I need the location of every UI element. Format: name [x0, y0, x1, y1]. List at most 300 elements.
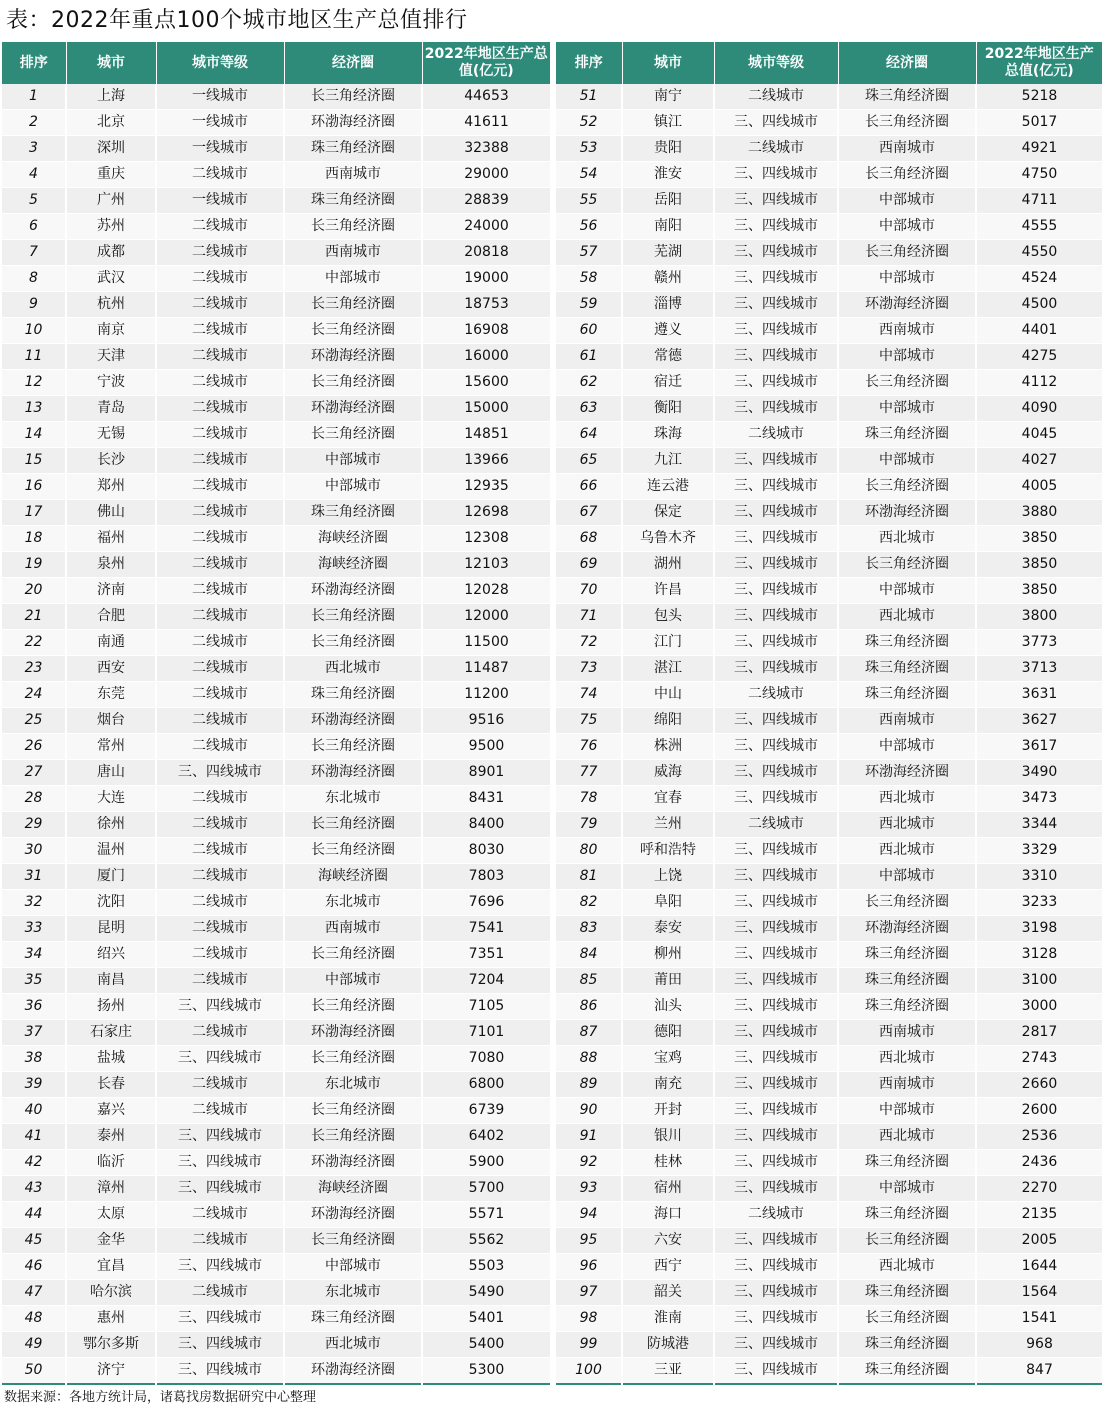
city-cell: 开封 — [622, 1098, 714, 1124]
header-rank: 排序 — [2, 42, 66, 84]
tier-cell: 二线城市 — [156, 344, 284, 370]
city-cell: 盐城 — [66, 1046, 156, 1072]
city-cell: 天津 — [66, 344, 156, 370]
zone-cell: 西南城市 — [838, 136, 976, 162]
gdp-cell: 7696 — [422, 890, 550, 916]
table-row — [556, 1098, 1102, 1124]
tier-cell: 二线城市 — [156, 604, 284, 630]
table-row — [556, 1150, 1102, 1176]
gdp-cell: 7803 — [422, 864, 550, 890]
city-cell: 宜昌 — [66, 1254, 156, 1280]
city-cell: 威海 — [622, 760, 714, 786]
table-row — [2, 1150, 550, 1176]
table-row — [556, 604, 1102, 630]
gdp-cell: 5401 — [422, 1306, 550, 1332]
zone-cell: 西南城市 — [838, 708, 976, 734]
zone-cell: 中部城市 — [838, 266, 976, 292]
gdp-cell: 1564 — [976, 1280, 1102, 1306]
table-row — [556, 266, 1102, 292]
zone-cell: 珠三角经济圈 — [838, 682, 976, 708]
tier-cell: 二线城市 — [156, 422, 284, 448]
zone-cell: 西北城市 — [838, 1254, 976, 1280]
zone-cell: 西南城市 — [284, 240, 422, 266]
zone-cell: 长三角经济圈 — [838, 552, 976, 578]
table-row — [556, 1358, 1102, 1385]
rank-cell: 65 — [556, 448, 622, 474]
rank-cell: 12 — [2, 370, 66, 396]
rank-cell: 13 — [2, 396, 66, 422]
city-cell: 宿州 — [622, 1176, 714, 1202]
rank-cell: 21 — [2, 604, 66, 630]
table-row — [556, 552, 1102, 578]
rank-cell: 23 — [2, 656, 66, 682]
gdp-cell: 2135 — [976, 1202, 1102, 1228]
rank-cell: 47 — [2, 1280, 66, 1306]
city-cell: 柳州 — [622, 942, 714, 968]
gdp-cell: 5017 — [976, 110, 1102, 136]
gdp-cell: 12935 — [422, 474, 550, 500]
city-cell: 桂林 — [622, 1150, 714, 1176]
gdp-cell: 41611 — [422, 110, 550, 136]
tier-cell: 三、四线城市 — [714, 838, 838, 864]
rank-cell: 17 — [2, 500, 66, 526]
gdp-cell: 15000 — [422, 396, 550, 422]
zone-cell: 西北城市 — [284, 1332, 422, 1358]
tier-cell: 三、四线城市 — [714, 916, 838, 942]
city-cell: 常德 — [622, 344, 714, 370]
table-row — [2, 1072, 550, 1098]
rank-cell: 61 — [556, 344, 622, 370]
gdp-cell: 4750 — [976, 162, 1102, 188]
tier-cell: 三、四线城市 — [714, 1046, 838, 1072]
city-cell: 大连 — [66, 786, 156, 812]
gdp-cell: 3617 — [976, 734, 1102, 760]
city-cell: 六安 — [622, 1228, 714, 1254]
rank-cell: 26 — [2, 734, 66, 760]
zone-cell: 中部城市 — [838, 448, 976, 474]
zone-cell: 长三角经济圈 — [284, 1046, 422, 1072]
gdp-cell: 3773 — [976, 630, 1102, 656]
table-row — [2, 214, 550, 240]
gdp-cell: 11200 — [422, 682, 550, 708]
city-cell: 无锡 — [66, 422, 156, 448]
city-cell: 包头 — [622, 604, 714, 630]
rank-cell: 70 — [556, 578, 622, 604]
header-zone: 经济圈 — [838, 42, 976, 84]
gdp-cell: 18753 — [422, 292, 550, 318]
city-cell: 沈阳 — [66, 890, 156, 916]
gdp-cell: 13966 — [422, 448, 550, 474]
table-row — [556, 578, 1102, 604]
zone-cell: 长三角经济圈 — [284, 838, 422, 864]
city-cell: 许昌 — [622, 578, 714, 604]
city-cell: 湖州 — [622, 552, 714, 578]
city-cell: 南京 — [66, 318, 156, 344]
city-cell: 莆田 — [622, 968, 714, 994]
tier-cell: 二线城市 — [156, 240, 284, 266]
gdp-cell: 4027 — [976, 448, 1102, 474]
rank-cell: 39 — [2, 1072, 66, 1098]
table-row — [556, 84, 1102, 110]
gdp-cell: 1541 — [976, 1306, 1102, 1332]
rank-cell: 57 — [556, 240, 622, 266]
zone-cell: 西北城市 — [838, 812, 976, 838]
city-cell: 淄博 — [622, 292, 714, 318]
zone-cell: 珠三角经济圈 — [838, 1280, 976, 1306]
city-cell: 金华 — [66, 1228, 156, 1254]
city-cell: 广州 — [66, 188, 156, 214]
table-row — [556, 318, 1102, 344]
table-row — [556, 916, 1102, 942]
city-cell: 徐州 — [66, 812, 156, 838]
zone-cell: 中部城市 — [838, 188, 976, 214]
table-row — [556, 1332, 1102, 1358]
tier-cell: 三、四线城市 — [156, 1124, 284, 1150]
rank-cell: 2 — [2, 110, 66, 136]
gdp-cell: 4045 — [976, 422, 1102, 448]
gdp-cell: 3198 — [976, 916, 1102, 942]
table-row — [2, 422, 550, 448]
city-cell: 长沙 — [66, 448, 156, 474]
tier-cell: 三、四线城市 — [714, 1150, 838, 1176]
rank-cell: 40 — [2, 1098, 66, 1124]
header-rank: 排序 — [556, 42, 622, 84]
table-row — [2, 1046, 550, 1072]
rank-cell: 87 — [556, 1020, 622, 1046]
city-cell: 惠州 — [66, 1306, 156, 1332]
rank-cell: 63 — [556, 396, 622, 422]
rank-cell: 67 — [556, 500, 622, 526]
tier-cell: 二线城市 — [156, 526, 284, 552]
table-row — [556, 838, 1102, 864]
city-cell: 太原 — [66, 1202, 156, 1228]
rank-cell: 68 — [556, 526, 622, 552]
tier-cell: 二线城市 — [156, 838, 284, 864]
table-row — [556, 162, 1102, 188]
tier-cell: 二线城市 — [156, 812, 284, 838]
rank-cell: 91 — [556, 1124, 622, 1150]
gdp-cell: 9516 — [422, 708, 550, 734]
rank-cell: 43 — [2, 1176, 66, 1202]
gdp-cell: 6739 — [422, 1098, 550, 1124]
table-row — [556, 1072, 1102, 1098]
table-row — [556, 890, 1102, 916]
rank-cell: 10 — [2, 318, 66, 344]
zone-cell: 西北城市 — [838, 838, 976, 864]
zone-cell: 环渤海经济圈 — [284, 1202, 422, 1228]
table-row — [2, 1020, 550, 1046]
rank-cell: 97 — [556, 1280, 622, 1306]
table-row — [2, 110, 550, 136]
tier-cell: 三、四线城市 — [714, 656, 838, 682]
zone-cell: 珠三角经济圈 — [284, 1306, 422, 1332]
zone-cell: 海峡经济圈 — [284, 864, 422, 890]
gdp-cell: 24000 — [422, 214, 550, 240]
table-row — [2, 1332, 550, 1358]
gdp-cell: 5571 — [422, 1202, 550, 1228]
gdp-cell: 8030 — [422, 838, 550, 864]
tier-cell: 三、四线城市 — [714, 500, 838, 526]
zone-cell: 环渤海经济圈 — [284, 760, 422, 786]
tier-cell: 二线城市 — [156, 708, 284, 734]
tier-cell: 二线城市 — [714, 682, 838, 708]
rank-cell: 49 — [2, 1332, 66, 1358]
tier-cell: 二线城市 — [156, 1098, 284, 1124]
table-row — [556, 1306, 1102, 1332]
rank-cell: 79 — [556, 812, 622, 838]
tier-cell: 三、四线城市 — [156, 1046, 284, 1072]
table-row — [2, 630, 550, 656]
zone-cell: 东北城市 — [284, 1280, 422, 1306]
table-row — [2, 838, 550, 864]
gdp-cell: 3310 — [976, 864, 1102, 890]
tier-cell: 二线城市 — [156, 916, 284, 942]
zone-cell: 长三角经济圈 — [284, 318, 422, 344]
rank-cell: 56 — [556, 214, 622, 240]
zone-cell: 长三角经济圈 — [284, 370, 422, 396]
city-cell: 北京 — [66, 110, 156, 136]
rank-cell: 6 — [2, 214, 66, 240]
rank-cell: 14 — [2, 422, 66, 448]
rank-cell: 9 — [2, 292, 66, 318]
table-row — [2, 1254, 550, 1280]
city-cell: 苏州 — [66, 214, 156, 240]
zone-cell: 西北城市 — [284, 656, 422, 682]
zone-cell: 珠三角经济圈 — [838, 656, 976, 682]
gdp-cell: 29000 — [422, 162, 550, 188]
table-header-row — [2, 42, 550, 84]
gdp-cell: 4090 — [976, 396, 1102, 422]
tier-cell: 三、四线城市 — [714, 968, 838, 994]
rank-cell: 74 — [556, 682, 622, 708]
zone-cell: 长三角经济圈 — [838, 162, 976, 188]
tier-cell: 三、四线城市 — [714, 708, 838, 734]
city-cell: 南阳 — [622, 214, 714, 240]
rank-cell: 24 — [2, 682, 66, 708]
header-tier: 城市等级 — [156, 42, 284, 84]
gdp-cell: 4005 — [976, 474, 1102, 500]
table-row — [2, 734, 550, 760]
gdp-cell: 5700 — [422, 1176, 550, 1202]
tier-cell: 三、四线城市 — [714, 1306, 838, 1332]
rank-cell: 51 — [556, 84, 622, 110]
zone-cell: 珠三角经济圈 — [838, 942, 976, 968]
city-cell: 长春 — [66, 1072, 156, 1098]
rank-cell: 19 — [2, 552, 66, 578]
gdp-cell: 16000 — [422, 344, 550, 370]
tier-cell: 二线城市 — [156, 292, 284, 318]
city-cell: 哈尔滨 — [66, 1280, 156, 1306]
tier-cell: 三、四线城市 — [714, 448, 838, 474]
rank-cell: 54 — [556, 162, 622, 188]
zone-cell: 海峡经济圈 — [284, 552, 422, 578]
tier-cell: 三、四线城市 — [714, 994, 838, 1020]
city-cell: 济宁 — [66, 1358, 156, 1385]
rank-cell: 98 — [556, 1306, 622, 1332]
rank-cell: 84 — [556, 942, 622, 968]
zone-cell: 长三角经济圈 — [284, 994, 422, 1020]
rank-cell: 11 — [2, 344, 66, 370]
table-row — [556, 396, 1102, 422]
tier-cell: 一线城市 — [156, 188, 284, 214]
zone-cell: 珠三角经济圈 — [838, 1150, 976, 1176]
rank-cell: 64 — [556, 422, 622, 448]
gdp-cell: 8901 — [422, 760, 550, 786]
table-row — [556, 1202, 1102, 1228]
zone-cell: 中部城市 — [284, 1254, 422, 1280]
zone-cell: 西南城市 — [838, 318, 976, 344]
city-cell: 宁波 — [66, 370, 156, 396]
tier-cell: 三、四线城市 — [714, 318, 838, 344]
gdp-cell: 8431 — [422, 786, 550, 812]
gdp-cell: 4275 — [976, 344, 1102, 370]
table-row — [2, 786, 550, 812]
rank-cell: 55 — [556, 188, 622, 214]
zone-cell: 珠三角经济圈 — [284, 682, 422, 708]
table-row — [556, 1020, 1102, 1046]
zone-cell: 长三角经济圈 — [284, 292, 422, 318]
tier-cell: 二线城市 — [156, 1228, 284, 1254]
header-city: 城市 — [622, 42, 714, 84]
tier-cell: 二线城市 — [156, 370, 284, 396]
city-cell: 上海 — [66, 84, 156, 110]
zone-cell: 中部城市 — [838, 396, 976, 422]
gdp-cell: 5218 — [976, 84, 1102, 110]
table-row — [2, 84, 550, 110]
tier-cell: 三、四线城市 — [714, 1124, 838, 1150]
rank-cell: 15 — [2, 448, 66, 474]
table-row — [2, 188, 550, 214]
zone-cell: 中部城市 — [838, 1098, 976, 1124]
tier-cell: 二线城市 — [156, 448, 284, 474]
gdp-cell: 2817 — [976, 1020, 1102, 1046]
zone-cell: 长三角经济圈 — [284, 1228, 422, 1254]
zone-cell: 长三角经济圈 — [284, 1098, 422, 1124]
tier-cell: 三、四线城市 — [714, 1332, 838, 1358]
zone-cell: 长三角经济圈 — [838, 240, 976, 266]
tier-cell: 三、四线城市 — [156, 1254, 284, 1280]
tier-cell: 三、四线城市 — [714, 214, 838, 240]
gdp-cell: 15600 — [422, 370, 550, 396]
city-cell: 呼和浩特 — [622, 838, 714, 864]
zone-cell: 环渤海经济圈 — [838, 500, 976, 526]
tier-cell: 二线城市 — [156, 734, 284, 760]
city-cell: 临沂 — [66, 1150, 156, 1176]
zone-cell: 环渤海经济圈 — [284, 110, 422, 136]
tier-cell: 二线城市 — [156, 942, 284, 968]
zone-cell: 东北城市 — [284, 786, 422, 812]
table-row — [2, 318, 550, 344]
gdp-cell: 3490 — [976, 760, 1102, 786]
table-row — [556, 864, 1102, 890]
zone-cell: 中部城市 — [838, 578, 976, 604]
gdp-cell: 5400 — [422, 1332, 550, 1358]
tier-cell: 三、四线城市 — [156, 1358, 284, 1385]
rank-cell: 96 — [556, 1254, 622, 1280]
tier-cell: 三、四线城市 — [714, 1280, 838, 1306]
zone-cell: 中部城市 — [838, 864, 976, 890]
zone-cell: 环渤海经济圈 — [284, 396, 422, 422]
rank-cell: 88 — [556, 1046, 622, 1072]
zone-cell: 西北城市 — [838, 526, 976, 552]
tier-cell: 三、四线城市 — [714, 890, 838, 916]
zone-cell: 西北城市 — [838, 1124, 976, 1150]
table-row — [556, 292, 1102, 318]
gdp-cell: 14851 — [422, 422, 550, 448]
city-cell: 芜湖 — [622, 240, 714, 266]
gdp-cell: 20818 — [422, 240, 550, 266]
table-row — [2, 370, 550, 396]
city-cell: 乌鲁木齐 — [622, 526, 714, 552]
rank-cell: 60 — [556, 318, 622, 344]
zone-cell: 中部城市 — [284, 448, 422, 474]
gdp-cell: 7101 — [422, 1020, 550, 1046]
table-row — [2, 864, 550, 890]
tier-cell: 三、四线城市 — [714, 162, 838, 188]
gdp-cell: 3850 — [976, 578, 1102, 604]
table-row — [556, 1254, 1102, 1280]
city-cell: 贵阳 — [622, 136, 714, 162]
tier-cell: 三、四线城市 — [714, 292, 838, 318]
rank-cell: 7 — [2, 240, 66, 266]
city-cell: 温州 — [66, 838, 156, 864]
table-header-row — [556, 42, 1102, 84]
gdp-cell: 4524 — [976, 266, 1102, 292]
gdp-cell: 9500 — [422, 734, 550, 760]
zone-cell: 长三角经济圈 — [284, 1124, 422, 1150]
tier-cell: 三、四线城市 — [714, 760, 838, 786]
rank-cell: 76 — [556, 734, 622, 760]
rank-cell: 75 — [556, 708, 622, 734]
tier-cell: 三、四线城市 — [714, 1176, 838, 1202]
gdp-cell: 12103 — [422, 552, 550, 578]
tier-cell: 三、四线城市 — [714, 110, 838, 136]
gdp-cell: 6800 — [422, 1072, 550, 1098]
tier-cell: 三、四线城市 — [714, 344, 838, 370]
tier-cell: 二线城市 — [156, 396, 284, 422]
tier-cell: 三、四线城市 — [714, 1020, 838, 1046]
city-cell: 宜春 — [622, 786, 714, 812]
table-row — [2, 162, 550, 188]
tier-cell: 二线城市 — [156, 500, 284, 526]
table-row — [556, 630, 1102, 656]
city-cell: 青岛 — [66, 396, 156, 422]
zone-cell: 中部城市 — [838, 1176, 976, 1202]
zone-cell: 中部城市 — [838, 734, 976, 760]
rank-cell: 32 — [2, 890, 66, 916]
zone-cell: 珠三角经济圈 — [838, 1332, 976, 1358]
rank-cell: 95 — [556, 1228, 622, 1254]
tier-cell: 三、四线城市 — [714, 786, 838, 812]
city-cell: 淮南 — [622, 1306, 714, 1332]
rank-cell: 83 — [556, 916, 622, 942]
city-cell: 淮安 — [622, 162, 714, 188]
city-cell: 扬州 — [66, 994, 156, 1020]
city-cell: 昆明 — [66, 916, 156, 942]
rank-cell: 72 — [556, 630, 622, 656]
city-cell: 遵义 — [622, 318, 714, 344]
city-cell: 湛江 — [622, 656, 714, 682]
tier-cell: 三、四线城市 — [714, 1358, 838, 1385]
zone-cell: 长三角经济圈 — [284, 84, 422, 110]
city-cell: 九江 — [622, 448, 714, 474]
tier-cell: 二线城市 — [714, 1202, 838, 1228]
city-cell: 宝鸡 — [622, 1046, 714, 1072]
rank-cell: 33 — [2, 916, 66, 942]
table-row — [2, 578, 550, 604]
gdp-cell: 968 — [976, 1332, 1102, 1358]
rank-cell: 82 — [556, 890, 622, 916]
